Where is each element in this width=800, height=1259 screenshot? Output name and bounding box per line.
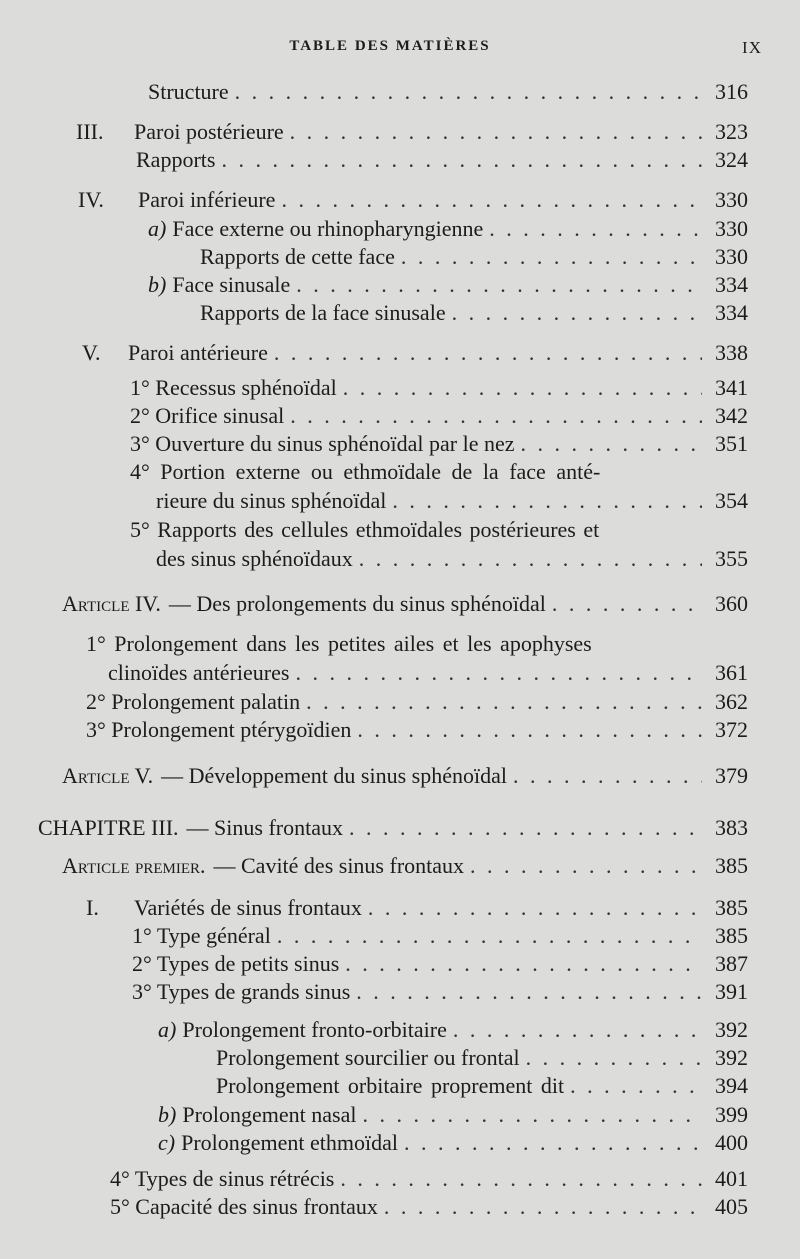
toc-entry-text: 5° Rapports des cellules ethmoïdales postérieures et xyxy=(130,517,600,542)
toc-entry-text: 2° Prolongement palatin xyxy=(86,689,301,714)
toc-entry xyxy=(132,978,748,1006)
toc-entry-page: 355 xyxy=(715,546,748,571)
toc-entry xyxy=(130,430,748,458)
toc-entry-page: 323 xyxy=(715,119,748,144)
toc-entry xyxy=(110,1165,748,1193)
dot-leader xyxy=(290,118,702,146)
toc-entry-label: b) xyxy=(158,1102,177,1127)
toc-entry-label: Article V. xyxy=(62,763,154,788)
dot-leader xyxy=(470,852,702,880)
toc-entry-text: Paroi postérieure xyxy=(134,119,284,144)
toc-entry xyxy=(78,186,748,214)
toc-entry-text: Rapports xyxy=(136,147,216,172)
toc-entry xyxy=(158,1129,748,1157)
toc-entry xyxy=(200,299,748,327)
toc-entry-label: c) xyxy=(158,1130,176,1155)
toc-entry-page: 324 xyxy=(715,147,748,172)
dot-leader xyxy=(384,1193,702,1221)
toc-entry-text: des sinus sphénoïdaux xyxy=(156,546,353,571)
dot-leader xyxy=(235,78,702,106)
toc-entry xyxy=(62,852,748,880)
toc-entry-page: 383 xyxy=(715,815,748,840)
dot-leader xyxy=(452,299,702,327)
toc-entry-continued xyxy=(130,458,700,486)
toc-entry-page: 334 xyxy=(715,300,748,325)
toc-entry-label: V. xyxy=(82,340,101,365)
toc-entry-label: a) xyxy=(148,216,167,241)
toc-entry-label: Article premier. xyxy=(62,853,206,878)
toc-entry-continued xyxy=(86,630,700,658)
toc-entry-text: Prolongement sourcilier ou frontal xyxy=(216,1045,520,1070)
toc-entry xyxy=(158,1101,748,1129)
dot-leader xyxy=(362,1101,702,1129)
toc-entry-text: 3° Prolongement ptérygoïdien xyxy=(86,717,352,742)
dot-leader xyxy=(368,894,702,922)
toc-entry-text: Variétés de sinus frontaux xyxy=(134,895,362,920)
toc-entry-text: 5° Capacité des sinus frontaux xyxy=(110,1194,378,1219)
toc-entry xyxy=(86,688,748,716)
toc-entry-page: 360 xyxy=(715,591,748,616)
toc-entry-text: — Cavité des sinus frontaux xyxy=(213,853,465,878)
toc-entry-text: 4° Types de sinus rétrécis xyxy=(110,1166,335,1191)
toc-entry xyxy=(216,1072,748,1100)
toc-entry xyxy=(156,487,748,515)
toc-entry-text: 2° Types de petits sinus xyxy=(132,951,340,976)
toc-entry-label: III. xyxy=(76,119,104,144)
toc-entry xyxy=(148,271,748,299)
toc-entry-label: CHAPITRE III. xyxy=(38,815,179,840)
dot-leader xyxy=(274,339,702,367)
toc-entry-page: 385 xyxy=(715,923,748,948)
toc-entry-text: 3° Ouverture du sinus sphénoïdal par le nez xyxy=(130,431,515,456)
toc-entry-page: 372 xyxy=(715,717,748,742)
toc-entry-page: 405 xyxy=(715,1194,748,1219)
toc-entry-text: 2° Orifice sinusal xyxy=(130,403,285,428)
toc-entry-text: 1° Recessus sphénoïdal xyxy=(130,375,337,400)
toc-entry xyxy=(130,374,748,402)
toc-entry-text: Prolongement ethmoïdal xyxy=(181,1130,398,1155)
toc-entry-text: Face externe ou rhinopharyngienne xyxy=(172,216,484,241)
toc-entry-page: 385 xyxy=(715,895,748,920)
toc-entry-page: 361 xyxy=(715,660,748,685)
toc-entry-continued xyxy=(130,516,700,544)
toc-entry-page: 341 xyxy=(715,375,748,400)
toc-entry-page: 392 xyxy=(715,1045,748,1070)
dot-leader xyxy=(221,146,702,174)
toc-entry xyxy=(76,118,748,146)
toc-entry xyxy=(86,894,748,922)
toc-entry xyxy=(156,545,748,573)
toc-entry-text: 4° Portion externe ou ethmoïdale de la face anté- xyxy=(130,459,601,484)
toc-entry-page: 392 xyxy=(715,1017,748,1042)
toc-entry-page: 342 xyxy=(715,403,748,428)
toc-entry-text: clinoïdes antérieures xyxy=(108,660,290,685)
toc-entry-page: 401 xyxy=(715,1166,748,1191)
toc-entry xyxy=(216,1044,748,1072)
dot-leader xyxy=(526,1044,702,1072)
toc-entry-page: 385 xyxy=(715,853,748,878)
toc-chapter-entry xyxy=(38,814,748,842)
toc-entry-page: 354 xyxy=(715,488,748,513)
toc-entry-page: 391 xyxy=(715,979,748,1004)
toc-entry-text: Face sinusale xyxy=(172,272,291,297)
toc-entry-label: a) xyxy=(158,1017,177,1042)
toc-entry xyxy=(62,590,748,618)
toc-entry xyxy=(148,215,748,243)
toc-entry-page: 338 xyxy=(715,340,748,365)
toc-entry-page: 387 xyxy=(715,951,748,976)
toc-entry-page: 351 xyxy=(715,431,748,456)
toc-entry-text: Prolongement fronto-orbitaire xyxy=(182,1017,447,1042)
toc-entry xyxy=(82,339,748,367)
toc-entry-text: rieure du sinus sphénoïdal xyxy=(156,488,387,513)
toc-entry-text: 1° Type général xyxy=(132,923,271,948)
toc-entry-page: 362 xyxy=(715,689,748,714)
dot-leader xyxy=(345,950,702,978)
dot-leader xyxy=(281,186,702,214)
dot-leader xyxy=(306,688,702,716)
toc-entry-label: IV. xyxy=(78,187,104,212)
dot-leader xyxy=(570,1072,702,1100)
running-head xyxy=(0,38,800,62)
dot-leader xyxy=(277,922,702,950)
toc-entry-label: I. xyxy=(86,895,99,920)
running-head-title: TABLE DES MATIÈRES xyxy=(289,38,491,54)
toc-entry-text: Rapports de la face sinusale xyxy=(200,300,446,325)
toc-entry-label: b) xyxy=(148,272,167,297)
toc-entry xyxy=(158,1016,748,1044)
toc-entry xyxy=(136,146,748,174)
toc-entry-text: Prolongement nasal xyxy=(182,1102,357,1127)
toc-entry-text: Rapports de cette face xyxy=(200,244,395,269)
toc-entry-text: Paroi antérieure xyxy=(128,340,268,365)
toc-entry xyxy=(132,922,748,950)
dot-leader xyxy=(343,374,702,402)
dot-leader xyxy=(357,716,702,744)
toc-entry xyxy=(110,1193,748,1221)
toc-entry-label: Article IV. xyxy=(62,591,161,616)
toc-entry-text: — Sinus frontaux xyxy=(186,815,343,840)
toc-entry-page: 400 xyxy=(715,1130,748,1155)
toc-entry xyxy=(62,762,748,790)
dot-leader xyxy=(290,402,702,430)
toc-entry-text: — Des prolongements du sinus sphénoïdal xyxy=(168,591,546,616)
dot-leader xyxy=(453,1016,702,1044)
toc-entry-text: Prolongement orbitaire proprement dit xyxy=(216,1073,565,1098)
toc-entry xyxy=(86,716,748,744)
toc-entry-page: 399 xyxy=(715,1102,748,1127)
toc-entry-text: 1° Prolongement dans les petites ailes et les apophyses xyxy=(86,631,592,656)
toc-entry xyxy=(200,243,748,271)
dot-leader xyxy=(392,487,702,515)
toc-entry xyxy=(148,78,748,106)
toc-entry-page: 334 xyxy=(715,272,748,297)
dot-leader xyxy=(359,545,702,573)
dot-leader xyxy=(340,1165,702,1193)
dot-leader xyxy=(356,978,702,1006)
dot-leader xyxy=(552,590,702,618)
toc-entry xyxy=(132,950,748,978)
dot-leader xyxy=(513,762,702,790)
toc-entry-text: Structure xyxy=(148,79,229,104)
toc-entry-page: 330 xyxy=(715,244,748,269)
toc-entry-page: 330 xyxy=(715,216,748,241)
toc-entry-text: 3° Types de grands sinus xyxy=(132,979,351,1004)
toc-entry-text: Paroi inférieure xyxy=(138,187,276,212)
running-head-page-number: IX xyxy=(742,38,762,57)
dot-leader xyxy=(349,814,702,842)
dot-leader xyxy=(521,430,702,458)
toc-entry-page: 394 xyxy=(715,1073,748,1098)
toc-entry-page: 379 xyxy=(715,763,748,788)
dot-leader xyxy=(404,1129,702,1157)
dot-leader xyxy=(295,659,702,687)
dot-leader xyxy=(296,271,702,299)
toc-entry-text: — Développement du sinus sphénoïdal xyxy=(161,763,507,788)
toc-entry xyxy=(130,402,748,430)
toc-entry-page: 316 xyxy=(715,79,748,104)
toc-entry-page: 330 xyxy=(715,187,748,212)
toc-entry xyxy=(108,659,748,687)
dot-leader xyxy=(401,243,702,271)
dot-leader xyxy=(489,215,702,243)
